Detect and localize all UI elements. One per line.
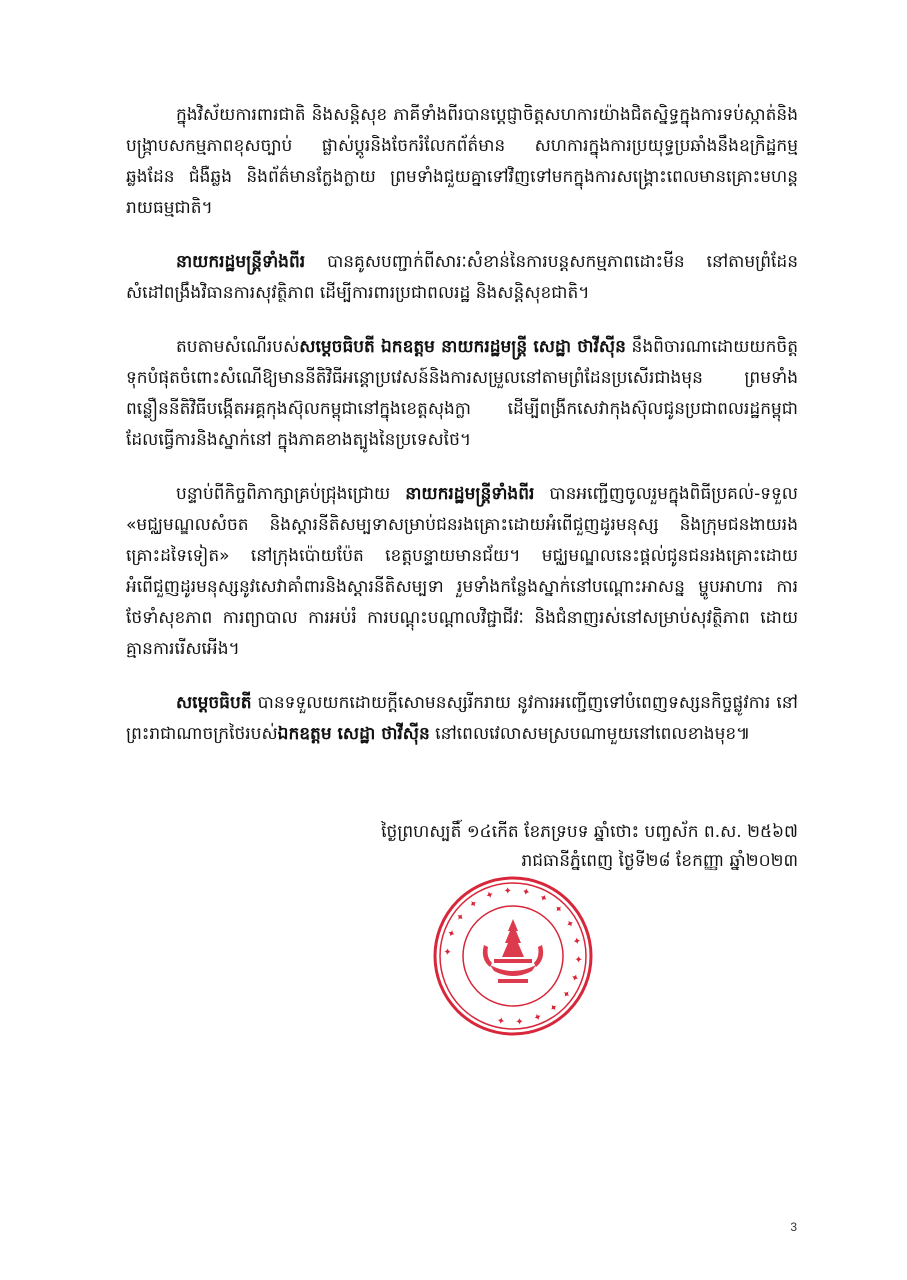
paragraph-3 (126, 332, 798, 456)
paragraph-2 (126, 247, 798, 309)
paragraph-5-lead: សម្តេចធិបតី (176, 693, 252, 713)
paragraph-4-bold: នាយករដ្ឋមន្ត្រីទាំងពីរ (405, 484, 535, 504)
paragraph-1 (126, 100, 798, 224)
paragraph-2-text: បានគូសបញ្ជាក់ពីសារៈសំខាន់នៃការបន្តសកម្មភាពដោះមីន នៅតាមព្រំដែន សំដៅពង្រឹងវិធានការសុវត្ថិភាព ដើម្បីការពារប្រជាពលរដ្ឋ និងសន្តិសុខជាតិ។ (126, 252, 798, 303)
date-block (381, 818, 798, 876)
paragraph-2-lead: នាយករដ្ឋមន្ត្រីទាំងពីរ (176, 252, 306, 272)
date-solar: រាជធានីភ្នំពេញ ថ្ងៃទី២៨ ខែកញ្ញា ឆ្នាំ២០២៣ (521, 851, 798, 871)
paragraph-3-bold: សម្តេចធិបតី ឯកឧត្តម នាយករដ្ឋមន្ត្រី សេដ្ឋា ថាវីស៊ីន (299, 337, 626, 357)
document-body (126, 100, 798, 773)
paragraph-5-bold: ឯកឧត្តម សេដ្ឋា ថាវីស៊ីន (277, 724, 430, 744)
svg-text:✦ ✦ ✦ ✦ ✦ ✦ ✦ ✦ ✦ ✦ ✦ ✦ ✦ ✦ ✦: ✦ ✦ ✦ ✦ ✦ ✦ ✦ ✦ ✦ ✦ ✦ ✦ ✦ ✦ ✦ ✦ ✦ ✦ (442, 885, 584, 1027)
date-lunar: ថ្ងៃព្រហស្បតិ៍ ១៤កើត ខែភទ្របទ ឆ្នាំថោះ បញ្ចស័ក ព.ស. ២៥៦៧ (381, 822, 798, 842)
paragraph-4-pre: បន្ទាប់ពីកិច្ចពិភាក្សាគ្រប់ជ្រុងជ្រោយ (176, 484, 406, 504)
paragraph-4 (126, 479, 798, 665)
paragraph-5 (126, 688, 798, 750)
page-number: 3 (790, 1220, 797, 1234)
paragraph-4-text: បានអញ្ជើញចូលរួមក្នុងពិធីប្រគល់-ទទួល «មជ្ឈមណ្ឌលសំចត និងស្តារនីតិសម្បទាសម្រាប់ជនរងគ្រោះដោយអំពើជួញដូរមនុស្ស និងក្រុមជនងាយរងគ្រោះដទៃទៀត» នៅក្រុងប៉ោយប៉ែត ខេត្តបន្ទាយមានជ័យ។ មជ្ឈមណ្ឌលនេះផ្តល់ជូនជនរងគ្រោះដោយអំពើជួញដូរមនុស្សនូវសេវាគាំពារនិងស្តារនីតិសម្បទា រួមទាំងកន្លែងស្នាក់នៅបណ្តោះអាសន្ន ម្ហូបអាហារ ការថែទាំសុខភាព ការព្យាបាល ការអប់រំ ការបណ្តុះបណ្តាលវិជ្ជាជីវៈ និងជំនាញរស់នៅសម្រាប់សុវត្ថិភាព ដោយគ្មានការរើសអើង។ (126, 484, 798, 659)
paragraph-1-text: ក្នុងវិស័យការពារជាតិ និងសន្តិសុខ ភាគីទាំងពីរបានប្តេជ្ញាចិត្តសហការយ៉ាងជិតស្និទ្ធក្នុងការទប់ស្កាត់និងបង្ក្រាបសកម្មភាពខុសច្បាប់ ផ្លាស់ប្តូរនិងចែករំលែកព័ត៌មាន សហការក្នុងការប្រយុទ្ធប្រឆាំងនឹងឧក្រិដ្ឋកម្មឆ្លងដែន ជំងឺឆ្លង និងព័ត៌មានក្លែងក្លាយ ព្រមទាំងជួយគ្នាទៅវិញទៅមកក្នុងការសង្គ្រោះពេលមានគ្រោះមហន្តរាយធម្មជាតិ។ (126, 105, 798, 218)
paragraph-5-tail: នៅពេលវេលាសមស្របណាមួយនៅពេលខាងមុខ៕ (429, 724, 751, 744)
paragraph-5-text: បានទទួលយកដោយក្តីសោមនស្សរីករាយ នូវការអញ្ជើញទៅបំពេញទស្សនកិច្ចផ្លូវការ នៅព្រះរាជាណាចក្រថៃរបស់ (126, 693, 798, 744)
paragraph-3-pre: តបតាមសំណើរបស់ (176, 337, 300, 357)
paragraph-3-text: នឹងពិចារណាដោយយកចិត្តទុកបំផុតចំពោះសំណើឱ្យមាននីតិវិធីអន្តោប្រវេសន៍និងការសម្រួលនៅតាមព្រំដែនប្រសើរជាងមុន ព្រមទាំងពន្លឿននីតិវិធីបង្កើតអគ្គកុងស៊ុលកម្ពុជានៅក្នុងខេត្តសុងក្លា ដើម្បីពង្រីកសេវាកុងស៊ុលជូនប្រជាពលរដ្ឋកម្ពុជាដែលធ្វើការនិងស្នាក់នៅ ក្នុងភាគខាងត្បូងនៃប្រទេសថៃ។ (126, 337, 798, 450)
official-seal-icon (432, 875, 594, 1037)
